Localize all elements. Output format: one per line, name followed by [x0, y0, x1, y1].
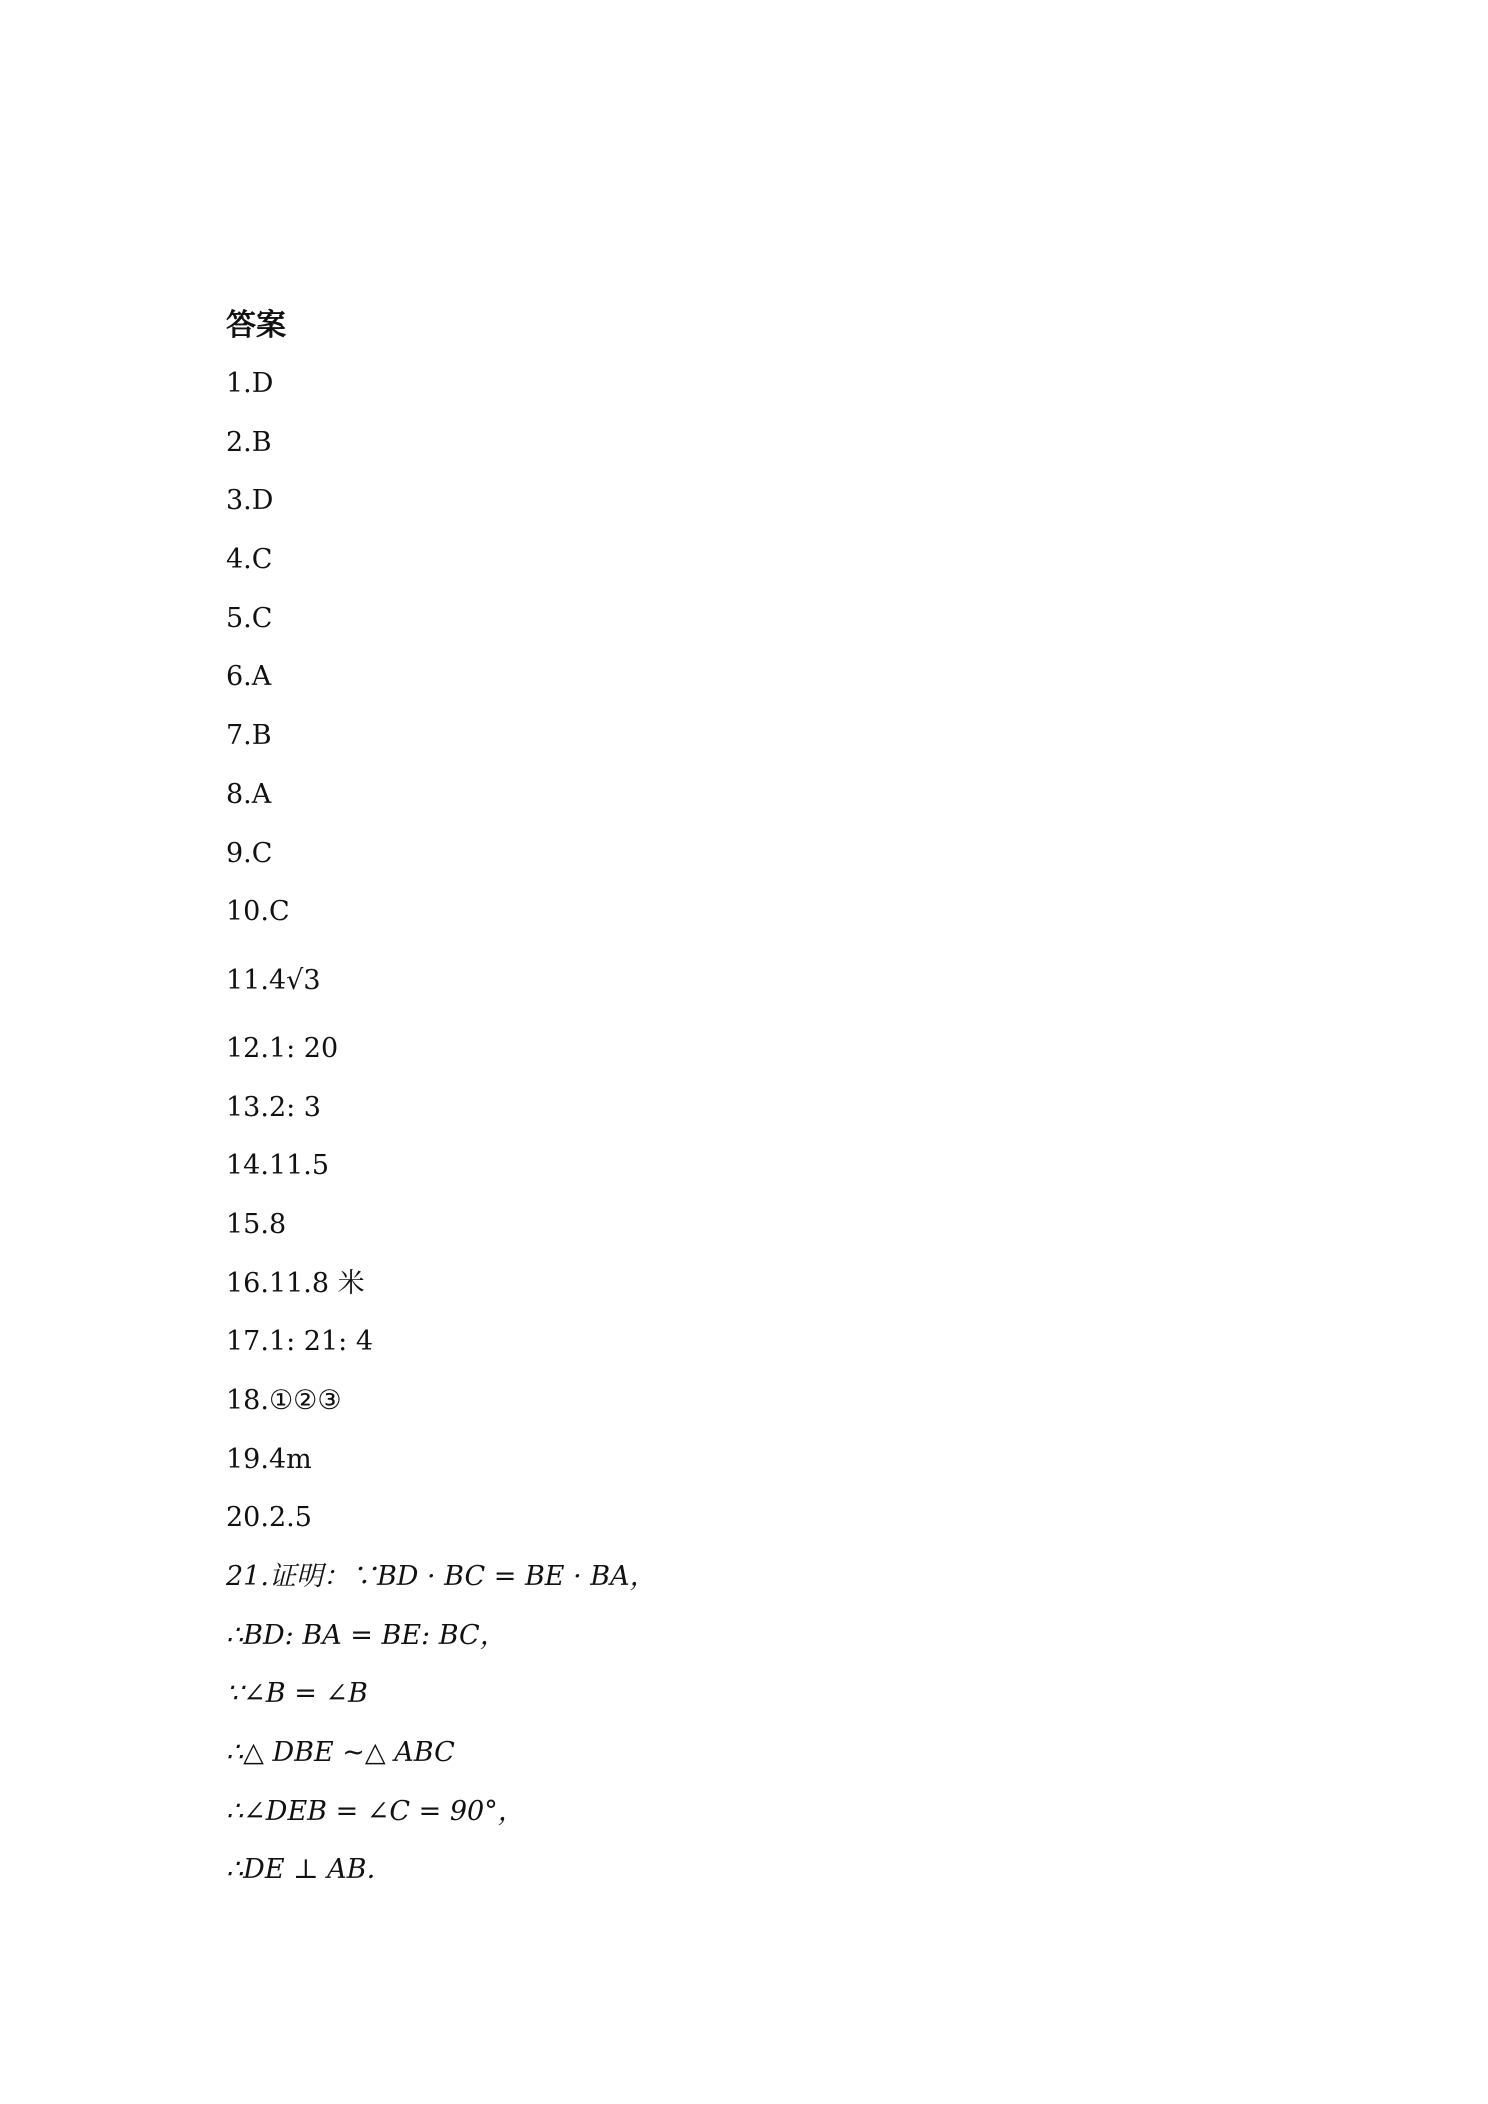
proof-line-5: ∴∠DEB = ∠C = 90°，	[226, 1796, 525, 1827]
answer-13: 13.2: 3	[226, 1092, 321, 1123]
proof-line-2: ∴BD: BA = BE: BC，	[226, 1620, 507, 1651]
proof-line-3: ∵∠B = ∠B	[226, 1678, 368, 1709]
answer-9: 9.C	[226, 838, 273, 869]
answer-1: 1.D	[226, 368, 274, 399]
answer-8: 8.A	[226, 779, 272, 810]
answer-20: 20.2.5	[226, 1502, 312, 1533]
answer-4: 4.C	[226, 544, 273, 575]
proof-line-6: ∴DE ⊥ AB．	[226, 1854, 394, 1885]
answer-2: 2.B	[226, 427, 272, 458]
answer-5: 5.C	[226, 603, 273, 634]
answer-16: 16.11.8 米	[226, 1268, 365, 1299]
answer-7: 7.B	[226, 720, 272, 751]
answer-12: 12.1: 20	[226, 1033, 339, 1064]
answer-10: 10.C	[226, 896, 290, 927]
answer-11: 11.4√3	[226, 965, 321, 996]
answer-19: 19.4m	[226, 1444, 312, 1475]
answer-17: 17.1: 21: 4	[226, 1326, 374, 1357]
answer-3: 3.D	[226, 485, 274, 516]
answer-6: 6.A	[226, 661, 272, 692]
answer-14: 14.11.5	[226, 1150, 330, 1181]
answer-15: 15.8	[226, 1209, 287, 1240]
proof-line-1: 21.证明：∵BD · BC = BE · BA，	[226, 1561, 657, 1592]
answer-18: 18.①②③	[226, 1385, 342, 1416]
page-title: 答案	[226, 308, 286, 343]
proof-line-4: ∴△ DBE ~△ ABC	[226, 1737, 455, 1768]
